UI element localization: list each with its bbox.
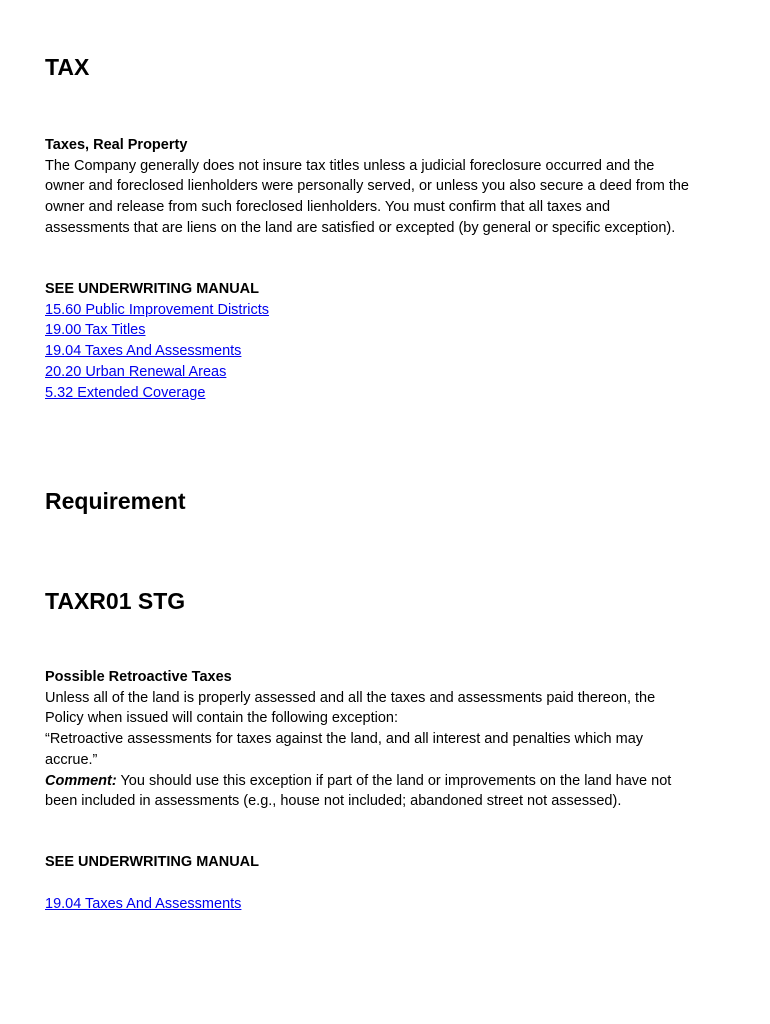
subheading-taxes-real-property: Taxes, Real Property: [45, 137, 188, 153]
subheading-possible-retroactive-taxes: Possible Retroactive Taxes: [45, 669, 232, 685]
comment-line-2: been included in assessments (e.g., house not included; abandoned street not assessed).: [45, 793, 622, 810]
section-title-requirement: Requirement: [45, 488, 186, 514]
manual-link-19-04[interactable]: 19.04 Taxes And Assessments: [45, 343, 242, 360]
paragraph-line: owner and foreclosed lienholders were personally served, or unless you also secure a deed from the: [45, 178, 689, 195]
paragraph-line: accrue.”: [45, 751, 98, 768]
paragraph-line: “Retroactive assessments for taxes against the land, and all interest and penalties which may: [45, 731, 644, 748]
paragraph-tax-titles: [45, 156, 735, 239]
manual-link-20-20[interactable]: 20.20 Urban Renewal Areas: [45, 363, 227, 380]
manual-links-list-2: [45, 894, 241, 915]
manual-heading: SEE UNDERWRITING MANUAL: [45, 281, 260, 297]
paragraph-line: The Company generally does not insure tax titles unless a judicial foreclosure occurred and the: [45, 157, 655, 174]
manual-link-19-04-second[interactable]: 19.04 Taxes And Assessments: [45, 896, 242, 912]
paragraph-line: Unless all of the land is properly assessed and all the taxes and assessments paid thereon, the: [45, 689, 656, 706]
paragraph-line: owner and release from such foreclosed lienholders. You must confirm that all taxes and: [45, 199, 611, 216]
manual-links-list: [45, 300, 269, 404]
comment-line: [45, 771, 735, 792]
manual-heading-2: SEE UNDERWRITING MANUAL: [45, 854, 260, 870]
section-title-tax: TAX: [45, 54, 90, 80]
paragraph-line: Policy when issued will contain the following exception:: [45, 710, 399, 727]
paragraph-line: assessments that are liens on the land are satisfied or excepted (by general or specific exception).: [45, 219, 676, 236]
comment-text: You should use this exception if part of the land or improvements on the land have not: [116, 772, 672, 789]
manual-link-15-60[interactable]: 15.60 Public Improvement Districts: [45, 301, 270, 318]
paragraph-retroactive-taxes: [45, 688, 735, 812]
manual-link-19-00[interactable]: 19.00 Tax Titles: [45, 322, 146, 339]
comment-label: Comment:: [45, 772, 117, 789]
section-title-taxr01-stg: TAXR01 STG: [45, 588, 186, 614]
manual-link-5-32[interactable]: 5.32 Extended Coverage: [45, 384, 206, 401]
